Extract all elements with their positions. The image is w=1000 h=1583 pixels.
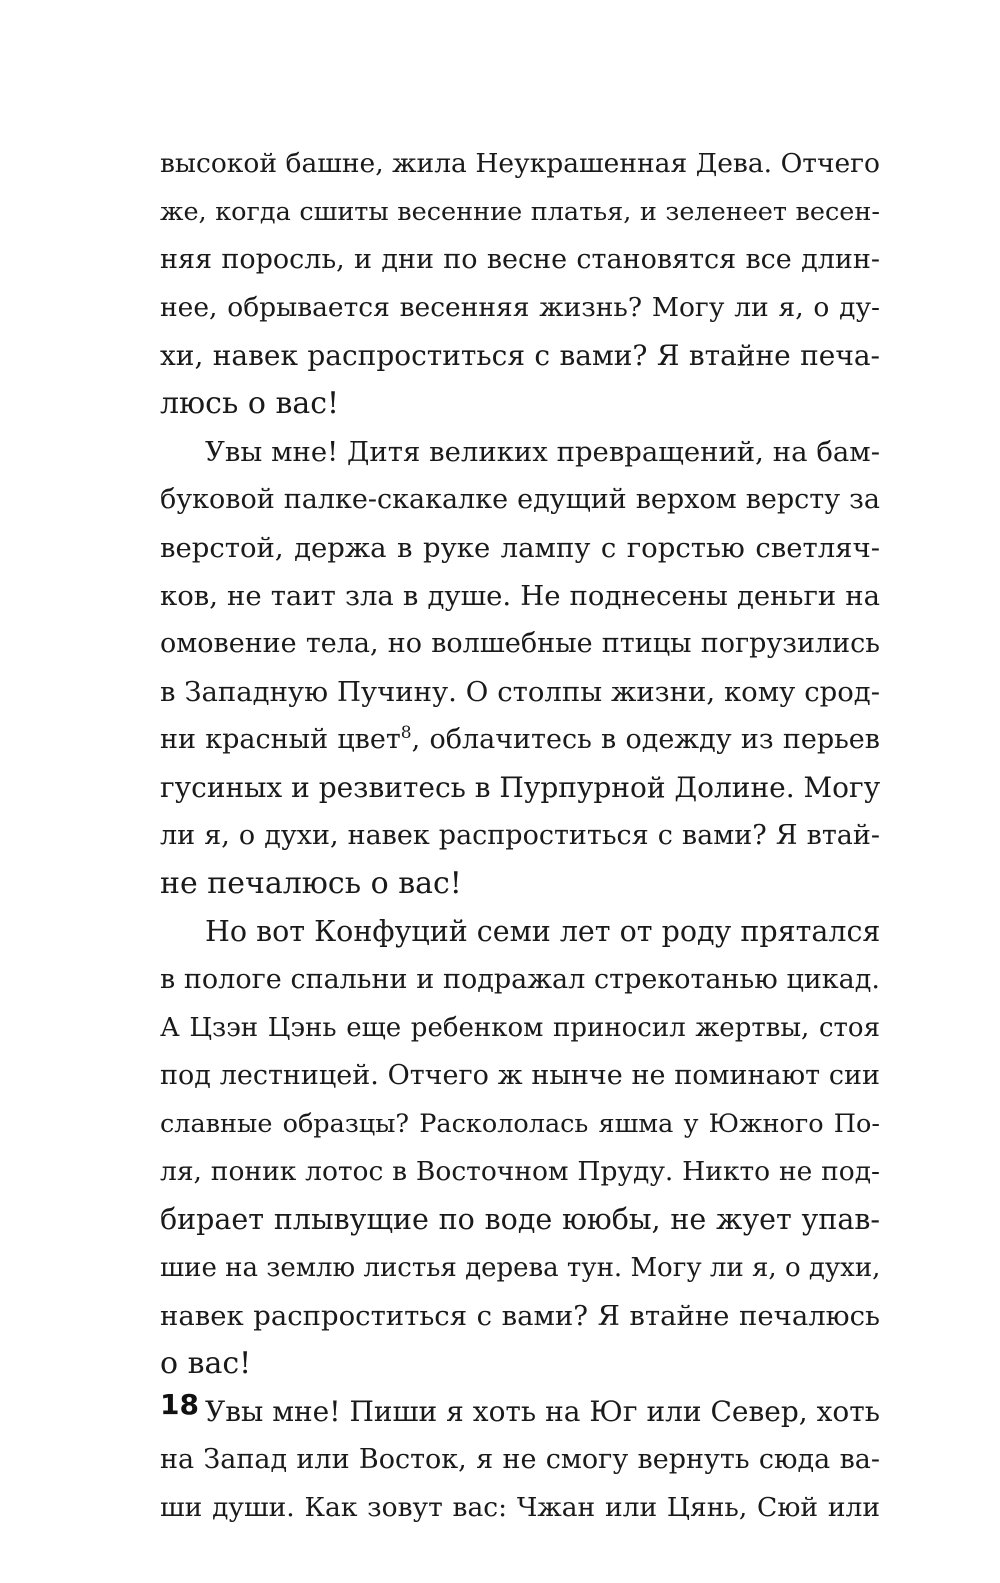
text-fragment: ни красный цвет	[160, 724, 401, 755]
text-line-with-footnote	[160, 716, 880, 764]
text-line: ля, поник лотос в Восточном Пруду. Никто не под-	[160, 1156, 880, 1187]
footnote-marker: 8	[400, 723, 412, 743]
text-line: Увы мне! Дитя великих превращений, на бам-	[205, 436, 880, 468]
text-line: ли я, о духи, навек распроститься с вами? Я втай-	[160, 820, 880, 851]
text-line: шие на землю листья дерева тун. Могу ли я, о духи,	[160, 1253, 881, 1283]
text-line: нее, обрывается весенняя жизнь? Могу ли я, о ду-	[160, 292, 880, 323]
text-line: не печалюсь о вас!	[160, 866, 462, 901]
text-line: же, когда сшиты весенние платья, и зеленеет весен-	[160, 197, 880, 227]
text-line: бирает плывущие по воде ююбы, не жует упав-	[160, 1203, 880, 1236]
text-line: славные образцы? Раскололась яшма у Южного По-	[160, 1109, 880, 1139]
text-line: под лестницей. Отчего ж нынче не поминают сии	[160, 1060, 880, 1091]
text-line: в пологе спальни и подражал стрекотанью цикад.	[160, 964, 880, 995]
text-line: люсь о вас!	[160, 386, 340, 421]
text-line: в Западную Пучину. О столпы жизни, кому срод-	[160, 676, 880, 708]
page-number: 18	[160, 1388, 199, 1421]
text-line: хи, навек распроститься с вами? Я втайне печа-	[160, 339, 880, 372]
text-line: Увы мне! Пиши я хоть на Юг или Север, хоть	[205, 1395, 880, 1428]
text-fragment: , облачитесь в одежду из перьев	[411, 724, 880, 755]
text-line: А Цзэн Цэнь еще ребенком приносил жертвы, стоя	[160, 1013, 880, 1043]
text-line: навек распроститься с вами? Я втайне печалюсь	[160, 1300, 880, 1332]
text-line: высокой башне, жила Неукрашенная Дева. Отчего	[160, 148, 880, 179]
text-line: верстой, держа в руке лампу с горстью светляч-	[160, 532, 880, 564]
text-line: на Запад или Восток, я не смогу вернуть сюда ва-	[160, 1444, 880, 1475]
text-line: о вас!	[160, 1346, 252, 1381]
text-line: Но вот Конфуций семи лет от роду прятался	[205, 915, 881, 948]
text-line: гусиных и резвитесь в Пурпурной Долине. Могу	[160, 771, 881, 804]
text-line: омовение тела, но волшебные птицы погрузились	[160, 628, 880, 659]
text-line: ков, не таит зла в душе. Не поднесены деньги на	[160, 580, 880, 612]
text-line: ши души. Как зовут вас: Чжан или Цянь, Сюй или	[160, 1492, 880, 1523]
text-line: няя поросль, и дни по весне становятся все длин-	[160, 244, 880, 275]
body-text	[160, 140, 880, 1532]
text-line: буковой палке-скакалке едущий верхом версту за	[160, 484, 880, 515]
